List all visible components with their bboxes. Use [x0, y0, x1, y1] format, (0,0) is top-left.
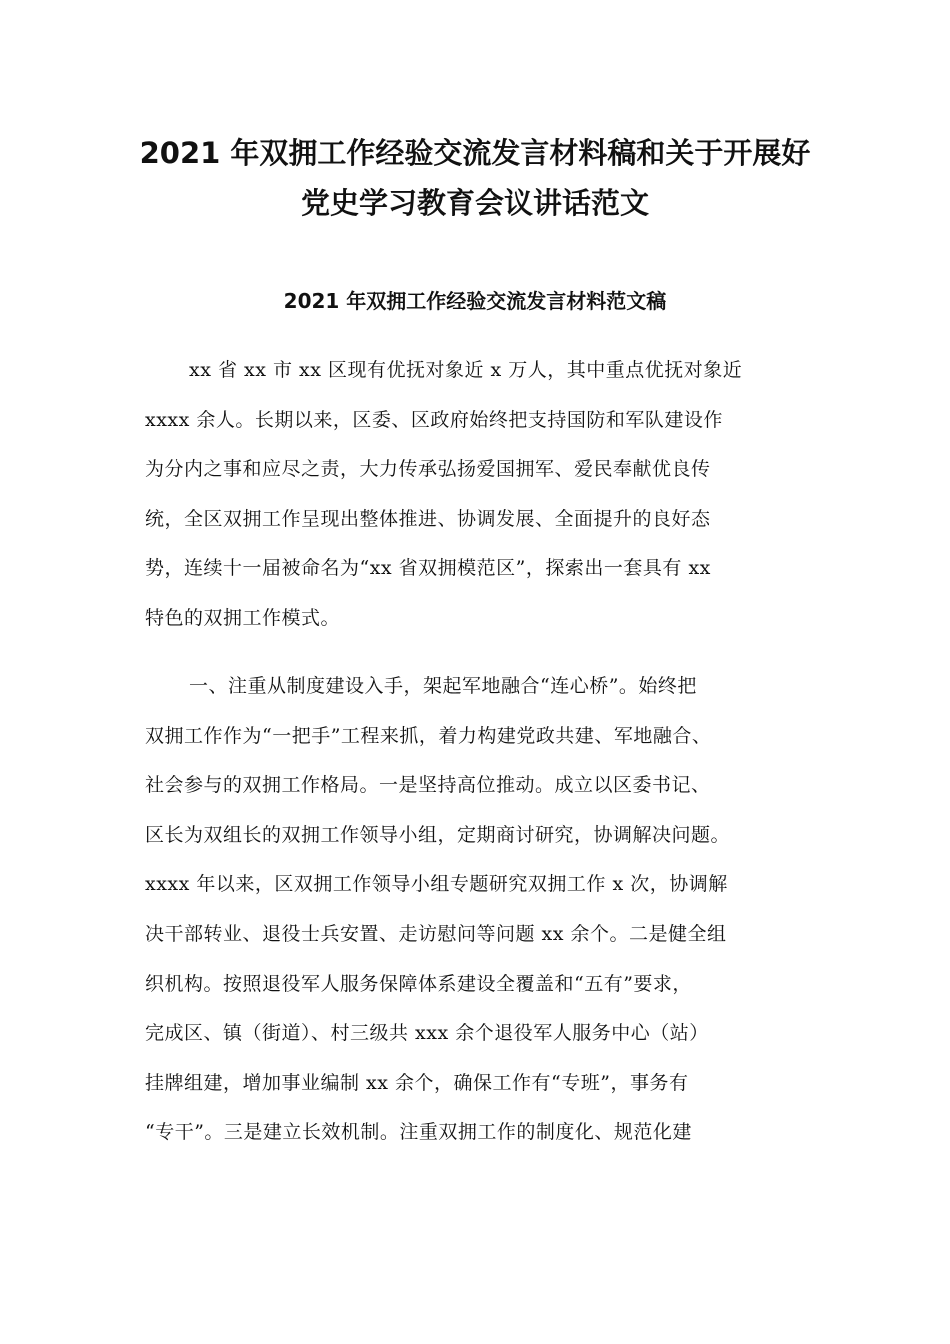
- paragraph-line: 挂牌组建，增加事业编制 xx 余个，确保工作有“专班”，事务有: [145, 1071, 689, 1094]
- paragraph-line: 势，连续十一届被命名为“xx 省双拥模范区”，探索出一套具有 xx: [145, 557, 711, 580]
- document-title-line-1: 2021 年双拥工作经验交流发言材料稿和关于开展好: [139, 136, 811, 170]
- paragraph-line: 区长为双组长的双拥工作领导小组，定期商讨研究，协调解决问题。: [145, 823, 731, 846]
- paragraph-line: 为分内之事和应尽之责，大力传承弘扬爱国拥军、爱民奉献优良传: [145, 458, 711, 481]
- paragraph-line: 织机构。按照退役军人服务保障体系建设全覆盖和“五有”要求，: [145, 972, 692, 995]
- document-title-line-2: 党史学习教育会议讲话范文: [300, 186, 649, 220]
- paragraph-line: 决干部转业、退役士兵安置、走访慰问等问题 xx 余个。二是健全组: [145, 922, 727, 945]
- section-title: 2021 年双拥工作经验交流发言材料范文稿: [283, 289, 667, 313]
- paragraph-line: “专干”。三是建立长效机制。注重双拥工作的制度化、规范化建: [145, 1121, 692, 1144]
- paragraph-line: xx 省 xx 市 xx 区现有优抚对象近 x 万人，其中重点优抚对象近: [189, 359, 743, 381]
- paragraph-2: [145, 662, 815, 1158]
- paragraph-line: 社会参与的双拥工作格局。一是坚持高位推动。成立以区委书记、: [145, 774, 711, 797]
- paragraph-line: 特色的双拥工作模式。: [145, 606, 341, 629]
- paragraph-line: 双拥工作作为“一把手”工程来抓，着力构建党政共建、军地融合、: [145, 724, 712, 747]
- paragraph-line: 完成区、镇（街道）、村三级共 xxx 余个退役军人服务中心（站）: [145, 1022, 709, 1045]
- paragraph-line: 一、注重从制度建设入手，架起军地融合“连心桥”。始终把: [189, 675, 697, 697]
- paragraph-line: 统，全区双拥工作呈现出整体推进、协调发展、全面提升的良好态: [145, 507, 711, 530]
- paragraph-line: xxxx 年以来，区双拥工作领导小组专题研究双拥工作 x 次，协调解: [145, 873, 728, 896]
- paragraph-1: [145, 346, 815, 644]
- paragraph-line: xxxx 余人。长期以来，区委、区政府始终把支持国防和军队建设作: [145, 408, 723, 431]
